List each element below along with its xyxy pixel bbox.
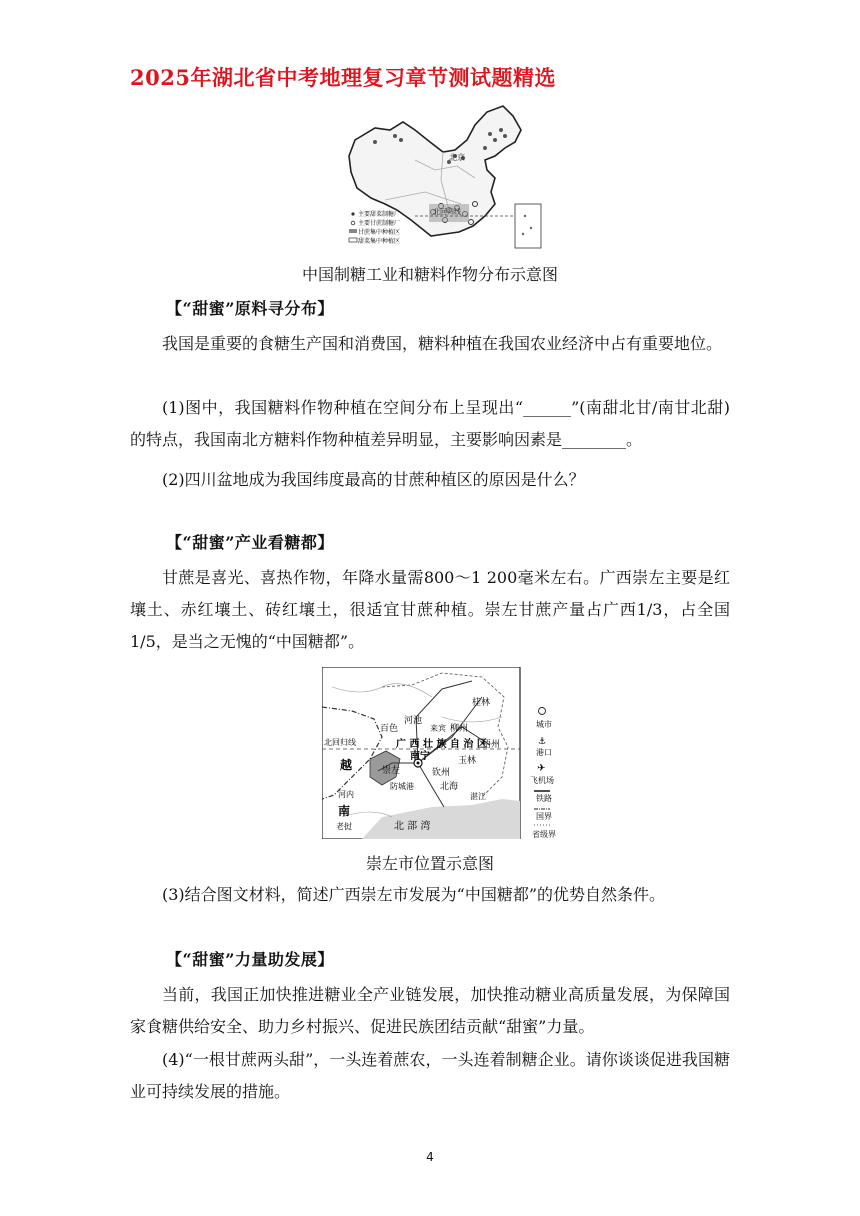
section2-intro: 甘蔗是喜光、喜热作物，年降水量需800～1 200毫米左右。广西崇左主要是红壤土、赤红壤土、砖红壤土，很适宜甘蔗种植。崇左甘蔗产量占广西1/3，占全国1/5，是当之无愧的“中国糖都”。 [130,568,730,651]
svg-text:城市: 城市 [536,720,552,729]
svg-text:甜菜集中种植区: 甜菜集中种植区 [358,238,401,245]
svg-text:钦州: 钦州 [432,768,451,778]
svg-text:✈: ✈ [537,763,546,774]
question-4: (4)“一根甘蔗两头甜”，一头连着蔗农，一头连着制糖企业。请你谈谈促进我国糖业可持续发展的措施。 [130,1050,730,1101]
svg-text:河池: 河池 [404,716,423,726]
svg-text:来宾: 来宾 [430,724,446,733]
svg-text:百色: 百色 [380,724,399,734]
svg-text:南: 南 [338,804,351,818]
svg-text:港口: 港口 [536,748,552,757]
page-number: 4 [426,1150,434,1164]
svg-text:国界: 国界 [536,812,552,821]
svg-text:北海: 北海 [440,782,459,792]
tropic-label: 北回归线 [433,208,461,216]
figure2-caption: 崇左市位置示意图 [365,854,494,873]
svg-text:北回归线: 北回归线 [324,738,356,747]
svg-text:北 部 湾: 北 部 湾 [394,821,431,832]
section1-heading: 【“甜蜜”原料寻分布】 [166,299,334,318]
location-legend [530,708,556,840]
svg-text:⚓: ⚓ [538,737,547,747]
svg-text:柳州: 柳州 [450,724,469,734]
section2-heading: 【“甜蜜”产业看糖都】 [166,533,334,552]
beijing-label: 北京 [449,153,465,162]
svg-text:老挝: 老挝 [336,822,352,831]
svg-text:甘蔗集中种植区: 甘蔗集中种植区 [358,229,401,236]
figure1-caption: 中国制糖工业和糖料作物分布示意图 [301,265,558,284]
svg-text:梧州: 梧州 [482,740,501,750]
chongzuo-location-map [322,667,567,839]
svg-text:铁路: 铁路 [536,794,552,803]
svg-text:越: 越 [340,758,353,772]
svg-text:崇左: 崇左 [382,766,401,776]
svg-text:河内: 河内 [338,790,354,799]
svg-text:南宁: 南宁 [410,751,430,762]
svg-text:主要甜菜制糖厂: 主要甜菜制糖厂 [358,211,401,218]
section1-intro: 我国是重要的食糖生产国和消费国，糖料种植在我国农业经济中占有重要地位。 [162,334,723,353]
svg-text:省级界: 省级界 [532,830,556,839]
svg-text:飞机场: 飞机场 [530,776,554,785]
question-1: (1)图中，我国糖料作物种植在空间分布上呈现出“______”(南甜北甘/南甘北甜)的特点，我国南北方糖料作物种植差异明显，主要影响因素是________。 [130,398,730,449]
section3-intro: 当前，我国正加快推进糖业全产业链发展，加快推动糖业高质量发展，为保障国家食糖供给安全、助力乡村振兴、促进民族团结贡献“甜蜜”力量。 [130,985,730,1036]
svg-text:主要甘蔗制糖厂: 主要甘蔗制糖厂 [358,220,401,227]
question-3: (3)结合图文材料，简述广西崇左市发展为“中国糖都”的优势自然条件。 [162,885,666,904]
china-sugar-map [345,100,545,252]
document-title: 2025年湖北省中考地理复习章节测试题精选 [130,65,556,90]
svg-text:湛江: 湛江 [470,792,486,801]
svg-text:广 西 壮 族 自 治 区: 广 西 壮 族 自 治 区 [396,739,487,750]
svg-text:桂林: 桂林 [472,698,491,708]
question-2: (2)四川盆地成为我国纬度最高的甘蔗种植区的原因是什么？ [162,470,585,489]
section3-heading: 【“甜蜜”力量助发展】 [166,950,334,969]
svg-text:防城港: 防城港 [390,782,414,791]
svg-text:玉林: 玉林 [458,756,477,766]
